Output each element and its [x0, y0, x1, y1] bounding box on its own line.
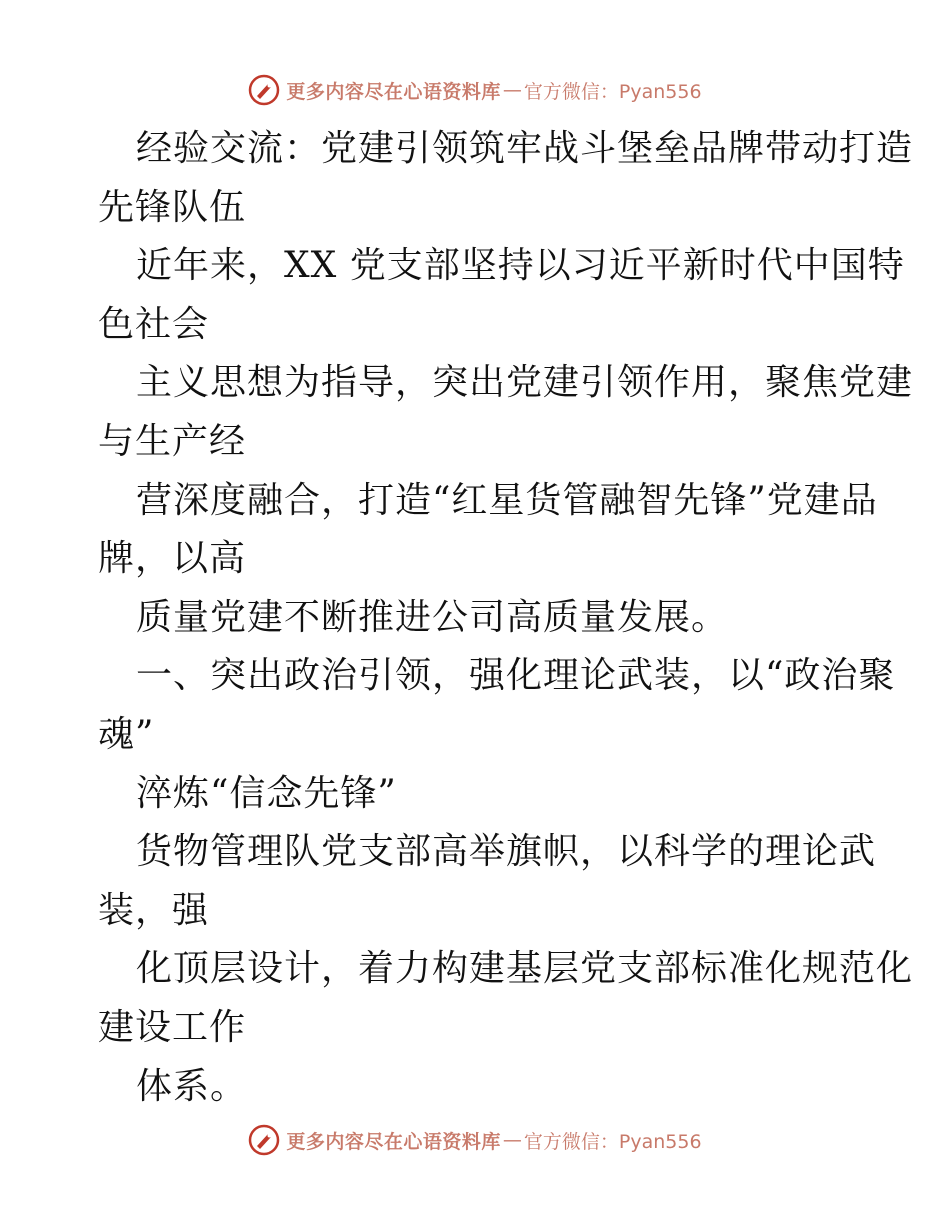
banner-separator: — [502, 79, 522, 101]
paragraph-line: 建设工作 [98, 1006, 247, 1048]
banner-wechat: 官方微信：Pyan556 [523, 80, 702, 103]
header-watermark-banner [0, 70, 950, 110]
section-heading-line: 魂” [98, 713, 155, 755]
paragraph-line: 牌，以高 [98, 538, 247, 580]
banner-wechat: 官方微信：Pyan556 [523, 1130, 702, 1153]
section-heading-line: 一、突出政治引领，强化理论武装，以“政治聚 [136, 655, 896, 697]
footer-watermark-banner [0, 1120, 950, 1160]
section-heading-line: 淬炼“信念先锋” [136, 772, 397, 814]
paragraph-line: 化顶层设计，着力构建基层党支部标准化规范化 [136, 948, 914, 990]
paragraph-line: 装，强 [98, 889, 210, 931]
title-line-2: 先锋队伍 [98, 186, 247, 228]
paragraph-line: 色社会 [98, 303, 210, 345]
paragraph-line: 货物管理队党支部高举旗帜，以科学的理论武 [136, 831, 877, 873]
title-line-1: 经验交流：党建引领筑牢战斗堡垒品牌带动打造 [136, 128, 914, 169]
paragraph-line: 与生产经 [98, 420, 247, 462]
banner-separator: — [502, 1129, 522, 1151]
document-body [98, 120, 914, 1116]
logo-icon [248, 74, 280, 106]
paragraph-line: 主义思想为指导，突出党建引领作用，聚焦党建 [136, 362, 914, 404]
logo-icon [248, 1124, 280, 1156]
paragraph-line: 营深度融合，打造“红星货管融智先锋”党建品 [136, 479, 878, 521]
banner-text: 更多内容尽在心语资料库 [286, 80, 501, 103]
paragraph-line: 体系。 [136, 1065, 248, 1107]
paragraph-line: 质量党建不断推进公司高质量发展。 [136, 596, 729, 638]
banner-text: 更多内容尽在心语资料库 [286, 1130, 501, 1153]
paragraph-line: 近年来，XX 党支部坚持以习近平新时代中国特 [136, 245, 905, 287]
